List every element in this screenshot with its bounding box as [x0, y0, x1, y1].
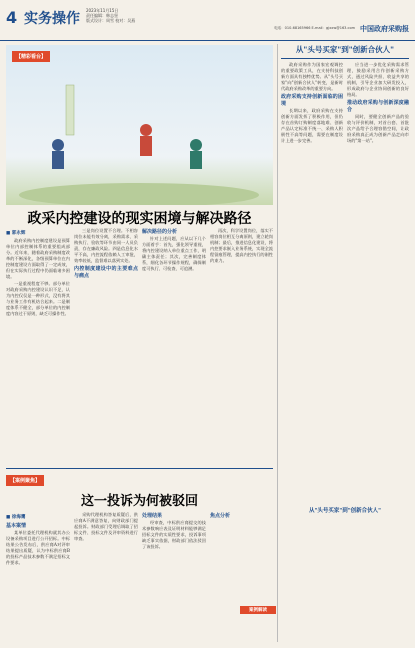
case-subhead: 处理结果 [142, 513, 163, 519]
case-column-1 [6, 512, 70, 642]
meta-line: 2023年11月15日 [86, 8, 119, 13]
side-paragraph: 同时，要健全创新产品的验收与评价机制，对首台套、首批次产品给予合理容错空间，让政府采购真正成为创新产品走向市场的"第一站"。 [347, 114, 409, 143]
feature-tag: 【精彩看台】 [12, 51, 50, 62]
side-bottom-title: 从"头号买家"到"创新合伙人" [309, 508, 381, 514]
feature-illustration [6, 45, 273, 205]
feature-title: 政采内控建设的现实困境与解决路径 [27, 211, 252, 227]
feature-column-4 [210, 228, 273, 464]
feature-column-2 [74, 228, 138, 464]
person-icon [52, 139, 64, 151]
page-header [0, 0, 415, 41]
person-body [52, 151, 64, 169]
side-column-1 [281, 62, 343, 502]
feature-paragraph: 针对上述问题，应从以下几个方面着手：首先，强化领导重视，将内控建设纳入单位重点工作，明确主体责任；其次，完善制度体系，细化各环节操作规程，确保制度可执行、可检查、可追溯。 [142, 236, 206, 271]
side-subhead: 推动政府采购与创新深度融合 [347, 100, 409, 113]
ladder [66, 85, 74, 135]
side-column-2 [347, 62, 409, 502]
feature-paragraph: 政府采购内控制度建设是预算单位内部控制体系的重要组成部分。近年来，随着政府采购制度改革的不断深化，各级预算单位在内控制度建设方面取得了一定成效，但在实际执行过程中仍面临诸多困境。 [6, 238, 70, 279]
person-body [190, 151, 202, 169]
feature-paragraph: 再次，科学设置岗位，落实不相容岗位相互分离原则，建立轮岗机制；最后，推进信息化建设，将内控要求嵌入业务系统，实现全流程留痕管理，提高内控执行的刚性约束力。 [210, 228, 273, 263]
person-icon [140, 124, 152, 136]
feature-column-1 [6, 228, 70, 464]
section-divider [6, 468, 273, 469]
case-paragraph: 经审查，中标供应商提交的技术参数响应表及证明材料能够满足招标文件的实质性要求，投诉事项缺乏事实依据，财政部门依法驳回了该投诉。 [142, 520, 206, 549]
case-paragraph: 某单位委托代理机构就其办公设备采购项目进行公开招标。中标结果公告发布后，供应商A对评审结果提出质疑，认为中标供应商B的投标产品技术参数不满足招标文件要求。 [6, 530, 70, 565]
case-column-2 [74, 512, 138, 642]
case-column-4 [210, 512, 273, 602]
side-paragraph: 长期以来，政府采购在支持创新方面发挥了积极作用，但仍存在首购订购制度落地难、创新产品认定标准不统一、采购人积极性不高等问题，需要在制度设计上进一步完善。 [281, 108, 343, 143]
illustration-figures [6, 45, 273, 205]
ground [19, 183, 259, 205]
feature-column-3 [142, 228, 206, 464]
case-footer-tag: 案例解读 [240, 606, 276, 614]
feature-subhead: 内控制度建设中的主要难点与痛点 [74, 266, 138, 279]
side-paragraph: 政府采购作为国家宏观调控的重要政策工具，在支持科技创新方面具有独特优势。从"头号买家"向"创新合伙人"转变，是新时代政府采购改革的重要方向。 [281, 62, 343, 91]
side-paragraph: 应当进一步优化采购需求管理，鼓励采用合作创新采购方式，通过风险共担、收益共享的机制，引导企业加大研发投入，形成政府与企业协同创新的良好格局。 [347, 62, 409, 97]
page-number: 4 [6, 8, 18, 27]
section-title: 实务操作 [24, 11, 80, 27]
case-subhead: 焦点分析 [210, 513, 231, 519]
meta-line: 责任编辑：韩志坚 [86, 13, 118, 18]
masthead-logo: 中国政府采购报 [360, 24, 409, 33]
issue-meta [86, 8, 135, 23]
contact-info: 电话：010-68165966 E-mail：gjxxw@163.com [274, 26, 355, 30]
case-title: 这一投诉为何被驳回 [80, 494, 198, 509]
case-column-3 [142, 512, 206, 642]
case-tag: 【案例聚焦】 [6, 475, 44, 486]
case-paragraph: 采购代理机构答复质疑后，供应商A不满意答复，向财政部门提起投诉。财政部门受理后调取了招标文件、投标文件及评审资料进行审查。 [74, 512, 138, 541]
feature-subhead: 解决路径的分析 [142, 229, 178, 235]
feature-author: ■ 郭永辉 [6, 231, 26, 236]
case-author: ■ 徐海鹰 [6, 515, 26, 520]
feature-paragraph: 三是岗位设置不合理。不相容岗位未能有效分离，采购需求、采购执行、验收等环节由同一人员负责，存在廉政风险。四是信息化水平不高，内控流程依赖人工审批，效率较低，监督难以落到实处。 [74, 228, 138, 263]
side-article-title: 从"头号买家"到"创新合伙人" [281, 44, 409, 59]
feature-paragraph: 一是重视程度不够。部分单位对政府采购内控建设认识不足，认为内控仅仅是一种形式，没有将其与业务工作有机结合起来。二是制度体系不健全，部分单位的内控制度内容过于原则，缺乏可操作性。 [6, 281, 70, 316]
case-subhead: 基本案情 [6, 523, 27, 529]
side-subhead: 政府采购支持创新面临的困境 [281, 94, 343, 107]
column-divider [277, 44, 278, 642]
person-icon [190, 139, 202, 151]
meta-line: 版式设计：周雪 校对：吴燕 [86, 18, 136, 23]
person-body [140, 136, 152, 156]
